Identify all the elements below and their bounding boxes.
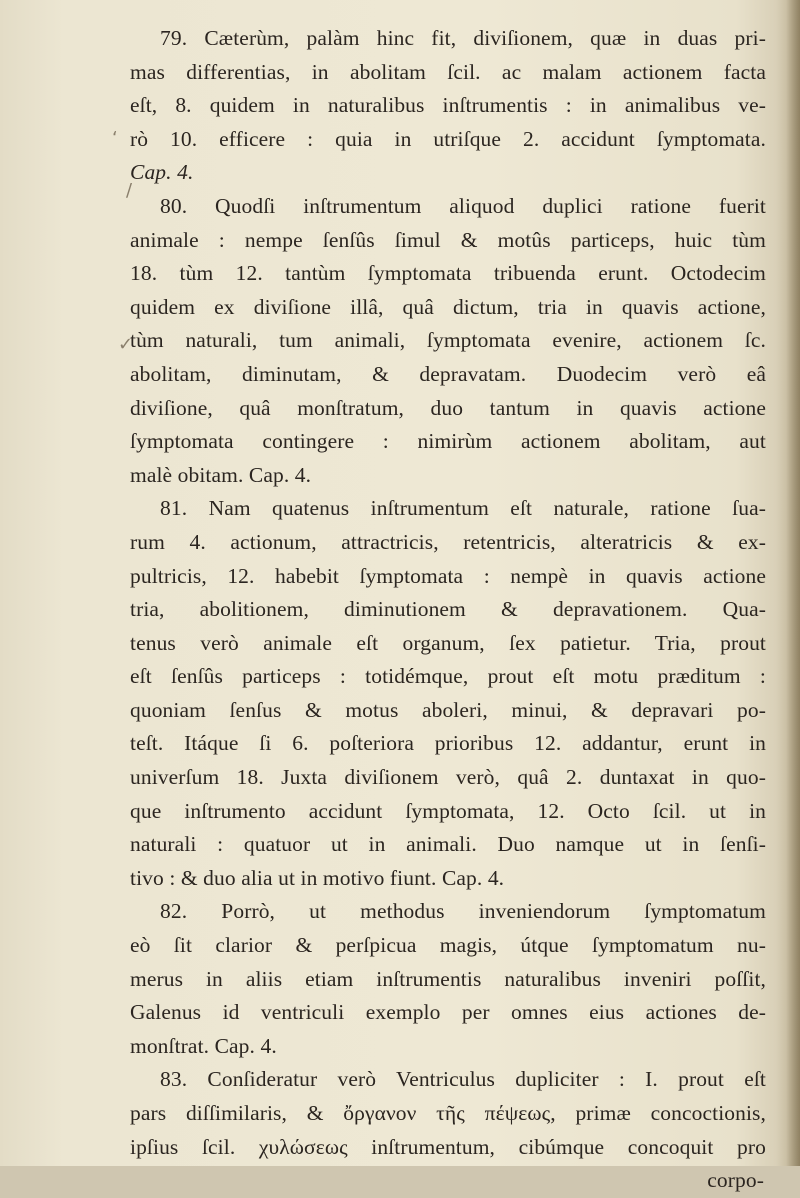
text-line: 83. Conſideratur verò Ventriculus dupliciter : I. prout eſt xyxy=(160,1067,766,1092)
text-line: tenus verò animale eſt organum, ſex patietur. Tria, prout xyxy=(130,630,766,655)
text-line: Cap. 4. xyxy=(130,160,194,185)
margin-mark: / xyxy=(126,180,133,201)
text-line: eò ſit clarior & perſpicua magis, útque ſymptomatum nu- xyxy=(130,933,766,958)
margin-mark: ‘ xyxy=(112,128,118,149)
text-block xyxy=(130,22,766,1198)
text-line: naturali : quatuor ut in animali. Duo namque ut in ſenſi- xyxy=(130,832,766,857)
text-line: eſt, 8. quidem in naturalibus inſtrumentis : in animalibus ve- xyxy=(130,93,766,118)
text-line: malè obitam. Cap. 4. xyxy=(130,462,312,487)
text-line: abolitam, diminutam, & depravatam. Duodecim verò eâ xyxy=(130,361,766,386)
text-line: rum 4. actionum, attractricis, retentricis, alteratricis & ex- xyxy=(130,529,766,554)
text-line: pars diſſimilaris, & ὄργανον τῆς πέψεως, primæ concoctionis, xyxy=(130,1101,766,1125)
text-line: quoniam ſenſus & motus aboleri, minui, & depravari po- xyxy=(130,697,766,722)
margin-mark: ✓ xyxy=(118,334,134,355)
text-line: mas differentias, in abolitam ſcil. ac malam actionem facta xyxy=(130,59,766,84)
text-line: tivo : & duo alia ut in motivo fiunt. Cap. 4. xyxy=(130,865,505,890)
text-line: univerſum 18. Juxta diviſionem verò, quâ 2. duntaxat in quo- xyxy=(130,765,766,790)
text-line: 81. Nam quatenus inſtrumentum eſt naturale, ratione ſua- xyxy=(160,496,766,521)
text-line: pultricis, 12. habebit ſymptomata : nempè in quavis actione xyxy=(130,563,766,588)
text-line: 80. Quodſi inſtrumentum aliquod duplici ratione fuerit xyxy=(160,193,766,218)
text-line: tùm naturali, tum animali, ſymptomata evenire, actionem ſc. xyxy=(130,328,766,353)
text-line: 82. Porrò, ut methodus inveniendorum ſymptomatum xyxy=(160,899,766,924)
text-line: ipſius ſcil. χυλώσεως inſtrumentum, cibúmque concoquit pro xyxy=(130,1134,766,1159)
text-line: ſymptomata contingere : nimirùm actionem abolitam, aut xyxy=(130,429,766,454)
text-line: Galenus id ventriculi exemplo per omnes eius actiones de- xyxy=(130,1000,766,1025)
text-line: teſt. Itáque ſi 6. poſteriora prioribus 12. addantur, erunt in xyxy=(130,731,766,756)
text-line: tria, abolitionem, diminutionem & depravationem. Qua- xyxy=(130,597,766,622)
text-line: animale : nempe ſenſûs ſimul & motûs particeps, huic tùm xyxy=(130,227,766,252)
text-line: 18. tùm 12. tantùm ſymptomata tribuenda erunt. Octodecim xyxy=(130,261,766,286)
text-line: rò 10. efficere : quia in utriſque 2. accidunt ſymptomata. xyxy=(130,126,766,151)
text-line: 79. Cæterùm, palàm hinc fit, diviſionem, quæ in duas pri- xyxy=(160,26,766,50)
text-line: merus in aliis etiam inſtrumentis naturalibus inveniri poſſit, xyxy=(130,966,766,991)
text-line: que inſtrumento accidunt ſymptomata, 12. Octo ſcil. ut in xyxy=(130,798,766,823)
catchword: corpo- xyxy=(707,1168,764,1193)
text-line: eſt ſenſûs particeps : totidémque, prout eſt motu præditum : xyxy=(130,664,766,689)
page-edge-shadow xyxy=(786,0,800,1166)
text-line: quidem ex diviſione illâ, quâ dictum, tria in quavis actione, xyxy=(130,294,766,319)
text-line: monſtrat. Cap. 4. xyxy=(130,1033,277,1058)
text-line: diviſione, quâ monſtratum, duo tantum in quavis actione xyxy=(130,395,766,420)
